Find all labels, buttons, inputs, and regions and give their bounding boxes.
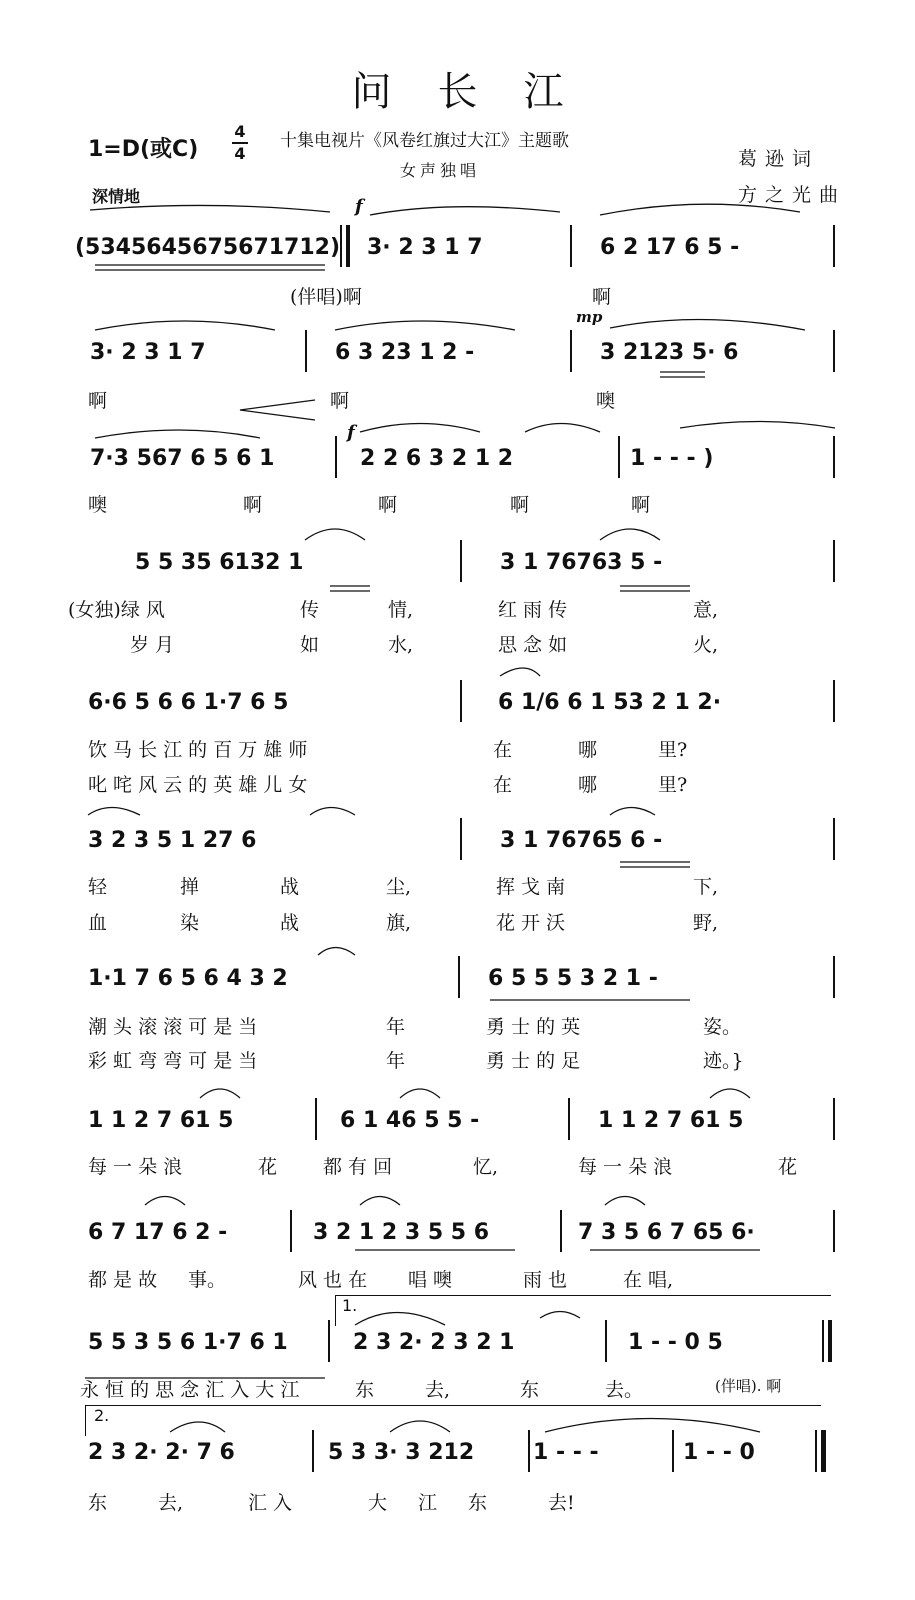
lyric: 红 雨 传: [498, 599, 568, 621]
barline: [833, 680, 835, 722]
lyric: 啊: [243, 494, 263, 516]
lyric: 迹。}: [703, 1050, 744, 1072]
lyric: 雨 也: [523, 1269, 568, 1291]
lyric: 彩 虹 弯 弯 可 是 当: [88, 1050, 258, 1072]
measure: 5 5 3 5 6 1·7 6 1: [88, 1330, 288, 1355]
measure: 3 1 76765 6 -: [500, 828, 663, 853]
lyric: 勇 士 的 英: [486, 1016, 581, 1038]
dynamic-mezzo-piano: mp: [576, 308, 603, 326]
barline: [833, 1210, 835, 1252]
lyric: 汇 入: [248, 1492, 293, 1514]
barline: [315, 1098, 317, 1140]
lyric: 潮 头 滚 滚 可 是 当: [88, 1016, 258, 1038]
lyric: 掸: [180, 876, 200, 898]
repeat-end-barline: [822, 1320, 824, 1362]
lyric: 东: [355, 1379, 375, 1401]
slur: [95, 321, 275, 330]
lyric: 去!: [548, 1492, 575, 1514]
barline: [312, 1430, 314, 1472]
barline: [335, 436, 337, 478]
lyric: 血: [88, 912, 108, 934]
lyric: 年: [386, 1016, 406, 1038]
lyric: 里?: [658, 739, 688, 761]
measure: 6 5 5 5 3 2 1 -: [488, 966, 658, 991]
lyric: 哪: [578, 739, 598, 761]
measure: 3· 2 3 1 7: [367, 235, 483, 260]
lyric: 战: [280, 876, 300, 898]
tempo-marking: 深情地: [92, 187, 141, 206]
final-barline-thick: [821, 1430, 826, 1472]
lyric: 啊: [330, 390, 350, 412]
time-signature-top: 4: [234, 122, 246, 141]
lyric: 旗,: [386, 912, 412, 934]
lyricist-credit: 葛逊词: [738, 148, 820, 170]
measure: 1 - - 0: [683, 1440, 755, 1465]
slur: [610, 319, 805, 330]
lyric: 下,: [693, 876, 719, 898]
barline: [833, 1098, 835, 1140]
first-ending-number: 1.: [342, 1296, 358, 1315]
lyric: 都 是 故: [88, 1269, 158, 1291]
lyric: 里?: [658, 774, 688, 796]
lyric: (伴唱). 啊: [715, 1377, 782, 1395]
lyric: 唱 噢: [408, 1269, 453, 1291]
barline: [570, 330, 572, 372]
lyric: (伴唱)啊: [290, 286, 362, 308]
barline: [460, 818, 462, 860]
measure: 3 2 1 2 3 5 5 6: [313, 1220, 490, 1245]
barline: [833, 956, 835, 998]
slur: [600, 529, 660, 540]
slur: [500, 668, 540, 676]
lyric: 啊: [510, 494, 530, 516]
measure: 5 3 3· 3 212: [328, 1440, 475, 1465]
barline: [568, 1098, 570, 1140]
lyric: 去。: [605, 1379, 644, 1401]
lyric: 都 有 回: [323, 1156, 393, 1178]
lyric: 啊: [592, 286, 612, 308]
lyric: 意,: [693, 599, 719, 621]
lyric: 岁 月: [130, 634, 175, 656]
repeat-start-barline-thick: [346, 225, 350, 267]
measure: 7·3 567 6 5 6 1: [90, 446, 275, 471]
lyric: 花 开 沃: [496, 912, 566, 934]
slur: [400, 1089, 440, 1098]
song-title: 问长江: [351, 69, 610, 115]
barline: [460, 540, 462, 582]
second-ending-number: 2.: [94, 1406, 110, 1425]
lyric: 如: [300, 634, 320, 656]
dynamic-forte: f: [347, 422, 355, 443]
lyric: 忆,: [473, 1156, 499, 1178]
barline: [458, 956, 460, 998]
lyric: 挥 戈 南: [496, 876, 566, 898]
measure: 6 2 17 6 5 -: [600, 235, 740, 260]
slur: [95, 430, 260, 438]
lyric: 江: [418, 1492, 438, 1514]
lyric: 噢: [88, 494, 108, 516]
barline: [570, 225, 572, 267]
lyric: 染: [180, 912, 200, 934]
slur: [318, 948, 355, 956]
measure: 1 - - -: [533, 1440, 599, 1465]
lyric: 噢: [596, 390, 616, 412]
repeat-end-barline-thick: [828, 1320, 832, 1362]
lyric: 野,: [693, 912, 719, 934]
measure: 7 3 5 6 7 65 6·: [578, 1220, 755, 1245]
measure: 2 2 6 3 2 1 2: [360, 446, 514, 471]
lyric: 去,: [425, 1379, 451, 1401]
composer-credit: 方之光曲: [738, 184, 847, 206]
lyric: 每 一 朵 浪: [578, 1156, 673, 1178]
measure: 1·1 7 6 5 6 4 3 2: [88, 966, 288, 991]
slur: [88, 808, 140, 816]
barline: [560, 1210, 562, 1252]
measure: 6 1/6 6 1 53 2 1 2·: [498, 690, 722, 715]
lyric: 水,: [388, 634, 414, 656]
first-ending-bracket: [335, 1295, 831, 1326]
lyric: 在 唱,: [623, 1269, 674, 1291]
measure: 3 1 76763 5 -: [500, 550, 663, 575]
lyric: 花: [258, 1156, 278, 1178]
time-signature: [232, 122, 248, 164]
repeat-start-barline: [340, 225, 342, 267]
measure: 6 1 46 5 5 -: [340, 1108, 480, 1133]
lyric: 大: [368, 1492, 388, 1514]
lyric: 轻: [88, 876, 108, 898]
lyric: 啊: [378, 494, 398, 516]
lyric: 去,: [158, 1492, 184, 1514]
barline: [833, 225, 835, 267]
measure: 1 - - 0 5: [628, 1330, 723, 1355]
barline: [305, 330, 307, 372]
lyric: 每 一 朵 浪: [88, 1156, 183, 1178]
barline: [833, 540, 835, 582]
final-barline: [815, 1430, 817, 1472]
slur: [145, 1197, 185, 1206]
barline: [833, 818, 835, 860]
lyric: 花: [778, 1156, 798, 1178]
time-signature-bottom: 4: [234, 144, 246, 163]
lyric: (女独)绿 风: [68, 599, 165, 621]
barline: [618, 436, 620, 478]
lyric: 火,: [693, 634, 719, 656]
crescendo: [240, 400, 315, 420]
lyric: 战: [280, 912, 300, 934]
measure: 6 3 23 1 2 -: [335, 340, 475, 365]
lyric: 啊: [631, 494, 651, 516]
lyric: 事。: [188, 1269, 227, 1291]
slur: [610, 808, 655, 816]
slur: [370, 207, 560, 215]
barline: [528, 1430, 530, 1472]
slur: [680, 422, 835, 429]
slur: [710, 1089, 750, 1098]
slur: [360, 1197, 400, 1206]
lyric: 东: [88, 1492, 108, 1514]
measure: 1 1 2 7 61 5: [88, 1108, 234, 1133]
measure: 1 1 2 7 61 5: [598, 1108, 744, 1133]
slur: [605, 1197, 645, 1206]
lyric: 在: [493, 739, 513, 761]
barline: [672, 1430, 674, 1472]
slur: [200, 1089, 240, 1098]
slur: [305, 529, 365, 540]
subtitle: 十集电视片《风卷红旗过大江》主题歌: [280, 131, 569, 151]
lyric: 叱 咤 风 云 的 英 雄 儿 女: [88, 774, 308, 796]
barline: [605, 1320, 607, 1362]
measure: 3· 2 3 1 7: [90, 340, 206, 365]
lyric: 啊: [88, 390, 108, 412]
lyric: 东: [520, 1379, 540, 1401]
lyric: 哪: [578, 774, 598, 796]
barline: [833, 436, 835, 478]
lyric: 风 也 在: [298, 1269, 368, 1291]
slur: [310, 808, 355, 816]
singer-label: 女声独唱: [400, 161, 481, 180]
intro-notes: (5345645675671712): [75, 235, 341, 260]
slur: [335, 321, 515, 330]
barline: [290, 1210, 292, 1252]
lyric: 尘,: [386, 876, 412, 898]
measure: 3 2123 5· 6: [600, 340, 739, 365]
lyric: 传: [300, 599, 320, 621]
measure: 6 7 17 6 2 -: [88, 1220, 228, 1245]
lyric: 思 念 如: [498, 634, 568, 656]
slur: [525, 424, 600, 433]
measure: 2 3 2· 2 3 2 1: [353, 1330, 515, 1355]
lyric: 勇 士 的 足: [486, 1050, 581, 1072]
lyric: 永 恒 的 思 念 汇 入 大 江: [80, 1379, 300, 1401]
second-ending-bracket: [85, 1405, 821, 1436]
lyric: 年: [386, 1050, 406, 1072]
lyric: 饮 马 长 江 的 百 万 雄 师: [88, 739, 308, 761]
lyric: 在: [493, 774, 513, 796]
measure: 6·6 5 6 6 1·7 6 5: [88, 690, 289, 715]
barline: [833, 330, 835, 372]
measure: 5 5 35 6132 1: [135, 550, 304, 575]
key-signature: 1=D(或C): [88, 137, 199, 162]
barline: [460, 680, 462, 722]
barline: [328, 1320, 330, 1362]
lyric: 东: [468, 1492, 488, 1514]
lyric: 姿。: [703, 1016, 742, 1038]
measure: 3 2 3 5 1 27 6: [88, 828, 257, 853]
lyric: 情,: [388, 599, 414, 621]
slur: [360, 424, 480, 433]
measure: 1 - - - ): [630, 446, 714, 471]
dynamic-forte: f: [355, 196, 363, 217]
measure: 2 3 2· 2· 7 6: [88, 1440, 235, 1465]
